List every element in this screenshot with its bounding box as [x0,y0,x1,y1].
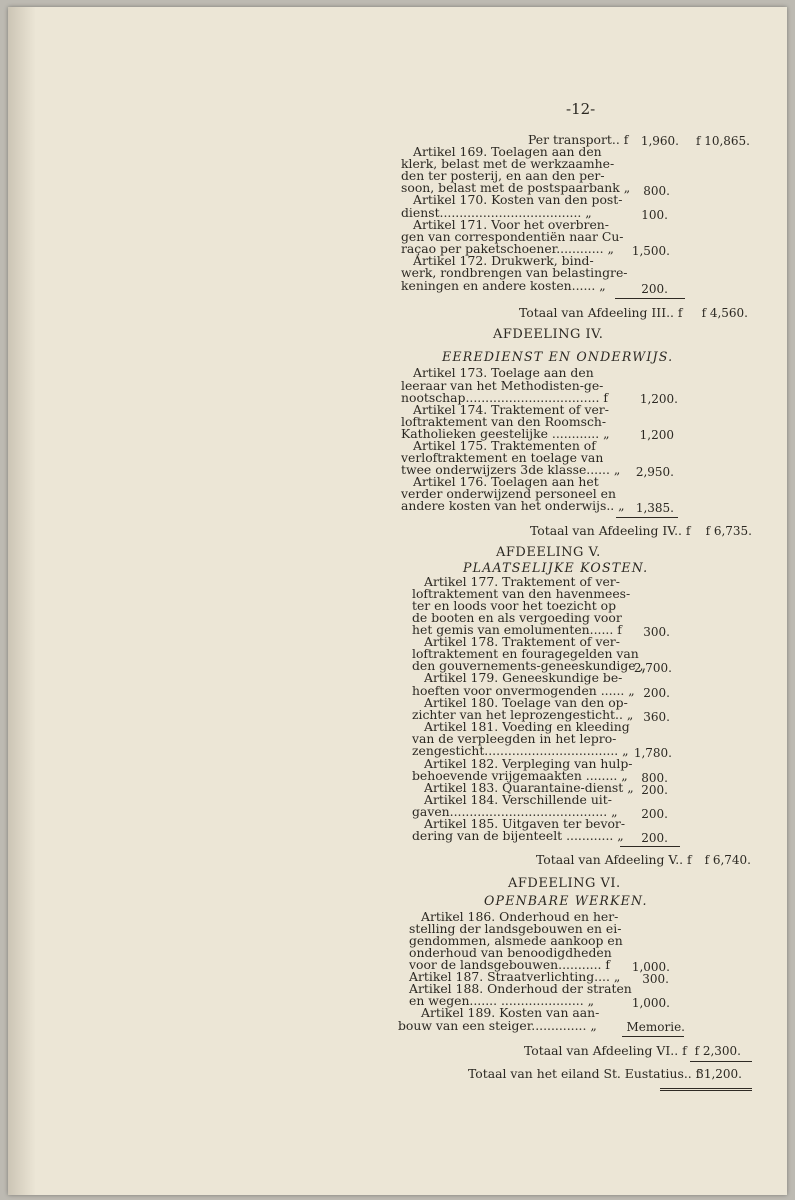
text-line: bouw van een steiger.............. „ [398,1018,597,1033]
amount: 100. [641,208,668,222]
text-line: Artikel 173. Toelage aan den [413,365,594,380]
text-line: klerk, belast met de werkzaamhe- [401,156,615,171]
text-line: het gemis van emolumenten...... f [412,622,622,637]
text-line: zengesticht.................................. „ [412,743,629,758]
text-line: loftraktement van den Roomsch- [401,414,607,429]
amount: f 4,560. [701,306,748,320]
text-line: Per transport.. f [528,132,629,147]
text-line: gen van correspondentiën naar Cu- [401,229,624,244]
total-rule [690,1061,752,1062]
text-line: behoevende vrijgemaakten ........ „ [412,768,628,783]
amount: 360. [643,710,670,724]
text-line: onderhoud van benoodigdheden [409,945,612,960]
text-line: soon, belast met de postspaarbank „ [401,180,631,195]
amount: f 6,735. [705,524,752,538]
text-line: Artikel 180. Toelage van den op- [424,695,628,710]
text-line: Artikel 184. Verschillende uit- [424,792,612,807]
text-line: Totaal van Afdeeling IV.. f [530,523,691,538]
text-line: andere kosten van het onderwijs.. „ [401,498,625,513]
document-page [8,7,787,1195]
amount: 1,000. [631,960,670,974]
text-line: Totaal van Afdeeling III.. f [519,305,683,320]
amount: f 2,300. [694,1044,741,1058]
amount: 1,500. [631,244,670,258]
amount: 1,200. [639,392,678,406]
text-line: Artikel 188. Onderhoud der straten [409,981,632,996]
total-rule [660,1088,752,1091]
text-line: twee onderwijzers 3de klasse...... „ [401,462,621,477]
text-line: Artikel 185. Uitgaven ter bevor- [424,816,626,831]
text-line: hoeften voor onvermogenden ...... „ [412,683,635,698]
text-line: Artikel 181. Voeding en kleeding [424,719,630,734]
text-line: leeraar van het Methodisten-ge- [401,378,604,393]
amount: 1,000. [631,996,670,1010]
text-line: Artikel 182. Verpleging van hulp- [424,756,633,771]
text-line: den gouvernements-geneeskundige „ [412,658,646,673]
text-line: Artikel 183. Quarantaine-dienst „ [424,780,634,795]
text-line: Totaal van het eiland St. Eustatius.. f [468,1066,701,1081]
text-line: Artikel 176. Toelagen aan het [413,474,599,489]
text-line: Katholieken geestelijke ............ „ [401,426,610,441]
text-line: Artikel 172. Drukwerk, bind- [413,253,594,268]
text-line: Artikel 186. Onderhoud en her- [421,909,619,924]
amount: 200. [641,831,668,845]
text-line: de booten en als vergoeding voor [412,610,622,625]
text-line: den ter posterij, en aan den per- [401,168,605,183]
text-line: ter en loods voor het toezicht op [412,598,617,613]
amount: 2,950. [635,465,674,479]
text-line: gendommen, alsmede aankoop en [409,933,623,948]
text-line: Artikel 179. Geneeskundige be- [424,670,623,685]
amount: 1,385. [635,501,674,515]
total-rule [620,846,680,847]
amount: 200. [643,686,670,700]
page-number: -12- [566,100,596,118]
text-line: raçao per paketschoener............ „ [401,241,614,256]
amount: 800. [643,184,670,198]
text-line: dienst.................................... „ [401,205,592,220]
text-line: werk, rondbrengen van belastingre- [401,265,628,280]
section-subtitle: PLAATSELIJKE KOSTEN. [463,560,649,575]
amount: 200. [641,282,668,296]
text-line: Artikel 177. Traktement of ver- [424,574,620,589]
amount: f 6,740. [704,853,751,867]
text-line: nootschap.................................. f [401,390,608,405]
amount: 200. [641,807,668,821]
text-line: Artikel 187. Straatverlichting.... „ [409,969,621,984]
amount: f 10,865. [695,134,750,148]
text-line: verder onderwijzend personeel en [401,486,616,501]
page-shadow [8,7,36,1195]
text-line: Artikel 171. Voor het overbren- [413,217,609,232]
section-heading: AFDEELING IV. [493,327,604,342]
amount: Memorie. [626,1020,685,1034]
amount: 800. [641,771,668,785]
amount: 1,200 [639,428,674,442]
section-heading: AFDEELING VI. [508,876,621,891]
text-line: loftraktement en fouragegelden van [412,646,639,661]
section-heading: AFDEELING V. [496,545,601,560]
section-subtitle: OPENBARE WERKEN. [484,893,648,908]
text-line: Artikel 175. Traktementen of [413,438,596,453]
text-line: zichter van het leprozengesticht.. „ [412,707,634,722]
amount: 1,780. [633,746,672,760]
text-line: van de verpleegden in het lepro- [412,731,617,746]
text-line: Totaal van Afdeeling VI.. f [524,1043,687,1058]
text-line: verloftraktement en toelage van [401,450,604,465]
amount: 300. [642,972,669,986]
amount: 2,700. [633,661,672,675]
text-line: loftraktement van den havenmees- [412,586,631,601]
amount: 200. [641,783,668,797]
text-line: Artikel 178. Traktement of ver- [424,634,620,649]
text-line: stelling der landsgebouwen en ei- [409,921,622,936]
amount: 31,200. [696,1067,742,1081]
total-rule [616,517,678,518]
amount: 300. [643,625,670,639]
text-line: dering van de bijenteelt ............ „ [412,828,624,843]
text-line: Artikel 189. Kosten van aan- [421,1005,600,1020]
text-line: Totaal van Afdeeling V.. f [536,852,692,867]
total-rule [615,298,685,299]
text-line: en wegen....... ..................... „ [409,993,595,1008]
section-subtitle: EEREDIENST EN ONDERWIJS. [442,349,674,364]
text-line: Artikel 169. Toelagen aan den [413,144,602,159]
text-line: Artikel 170. Kosten van den post- [413,192,623,207]
amount: 1,960. [640,134,679,148]
text-line: voor de landsgebouwen........... f [409,957,611,972]
text-line: Artikel 174. Traktement of ver- [413,402,609,417]
total-rule [622,1036,684,1037]
text-line: keningen en andere kosten...... „ [401,278,606,293]
text-line: gaven........................................ „ [412,804,618,819]
